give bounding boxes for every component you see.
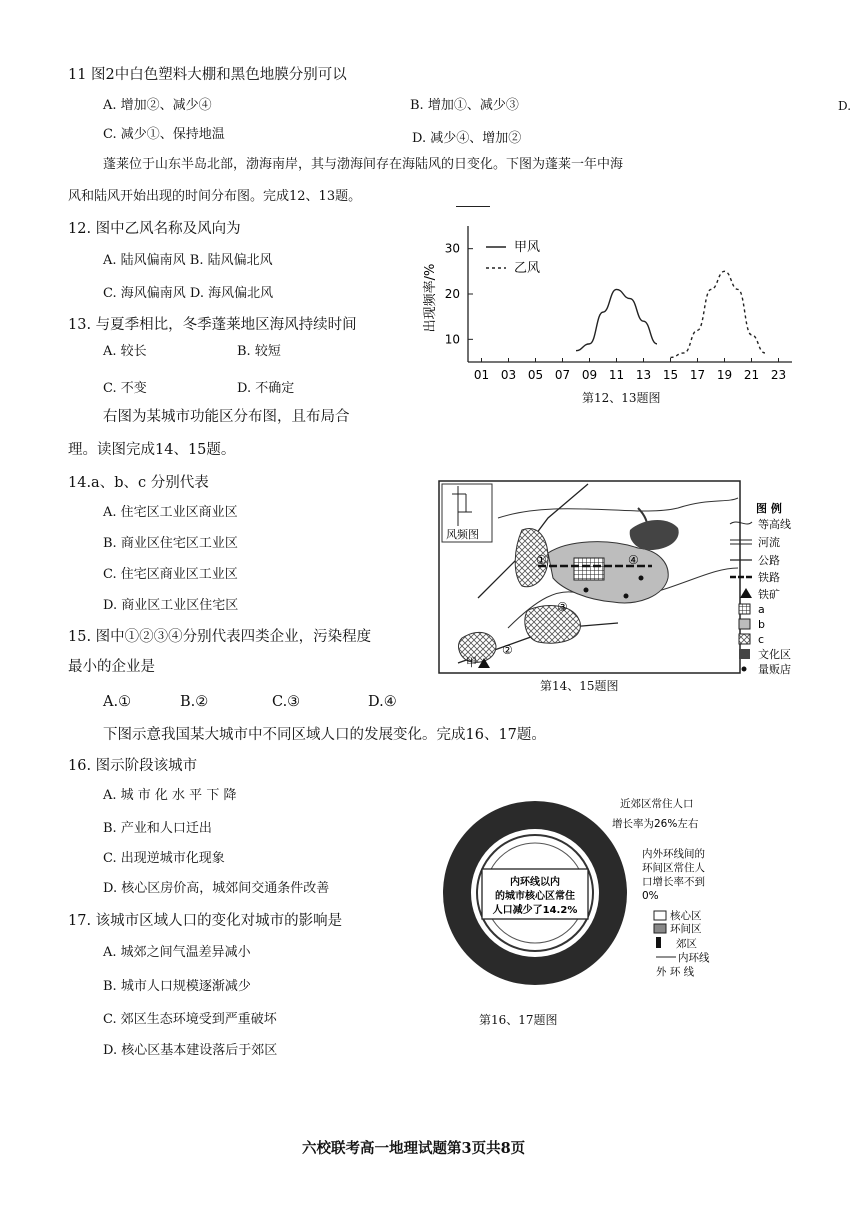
chart1-ylabel: 出现频率/%	[423, 263, 438, 333]
marker-1: ①	[536, 553, 547, 567]
q13-option-c: C. 不变	[103, 381, 147, 396]
q12-options-cd: C. 海风偏南风 D. 海风偏北风	[103, 286, 274, 301]
x-tick-label: 03	[500, 368, 517, 382]
legend-river: 河流	[758, 536, 780, 549]
x-tick-label: 01	[473, 368, 490, 382]
y-tick-label: 30	[444, 241, 460, 256]
page-footer: 六校联考高一地理试题第3页共8页	[302, 1140, 526, 1157]
q14-option-d: D. 商业区工业区住宅区	[103, 598, 239, 613]
marker-jia: 甲	[466, 656, 477, 669]
store-dot	[584, 588, 589, 593]
x-tick-label: 17	[689, 368, 706, 382]
legend-cultural: 文化区	[758, 648, 791, 661]
intro-12-13-line2: 风和陆风开始出现的时间分布图。完成12、13题。	[68, 189, 362, 204]
x-tick-label: 13	[635, 368, 652, 382]
q11-option-b: B. 增加①、减少③	[410, 98, 519, 113]
x-tick-label: 05	[527, 368, 544, 382]
q15-stem2: 最小的企业是	[68, 659, 155, 675]
ring-note-4: 0%	[642, 890, 659, 902]
series-line-jia	[576, 289, 657, 350]
x-tick-label: 11	[608, 368, 625, 382]
answer-blank	[456, 206, 490, 207]
fig3-caption: 第16、17题图	[479, 1013, 558, 1027]
store-dot	[639, 576, 644, 581]
intro-14-15-line1: 右图为某城市功能区分布图，且布局合	[103, 409, 350, 425]
legend-label-jia: 甲风	[514, 240, 541, 255]
city-function-map	[438, 478, 808, 676]
q16-option-c: C. 出现逆城市化现象	[103, 851, 225, 866]
q17-stem: 17. 该城市区域人口的变化对城市的影响是	[68, 913, 343, 929]
zone-c	[459, 632, 496, 662]
legend-c: c	[758, 633, 765, 646]
intro-14-15-line2: 理。读图完成14、15题。	[68, 442, 236, 458]
marker-3: ③	[557, 600, 568, 614]
zone-a	[574, 558, 604, 580]
q16-option-a: A. 城 市 化 水 平 下 降	[103, 788, 237, 803]
ring-note-2: 环间区常住人	[642, 862, 705, 874]
q13-option-d: D. 不确定	[237, 381, 295, 396]
legend-suburb: 郊区	[676, 938, 697, 950]
q16-option-b: B. 产业和人口迁出	[103, 821, 212, 836]
q17-option-b: B. 城市人口规模逐渐减少	[103, 979, 251, 994]
zone-b-swatch	[739, 619, 750, 629]
legend-ring: 环间区	[670, 923, 702, 935]
y-tick-label: 20	[444, 287, 460, 301]
store-icon	[742, 667, 747, 672]
zone-c-swatch	[739, 634, 750, 644]
q15-option-d: D.④	[368, 694, 397, 710]
x-tick-label: 09	[581, 368, 598, 382]
q16-stem: 16. 图示阶段该城市	[68, 758, 198, 774]
q17-option-d: D. 核心区基本建设落后于郊区	[103, 1043, 278, 1058]
legend-mine: 铁矿	[758, 588, 780, 601]
legend-store: 量贩店	[758, 663, 791, 676]
zone-a-swatch	[739, 604, 750, 614]
q14-option-b: B. 商业区住宅区工业区	[103, 536, 238, 551]
mine-icon	[740, 588, 752, 598]
q11-stray-d: D.	[838, 99, 852, 113]
core-note-2: 的城市核心区常住	[495, 891, 575, 902]
x-tick-label: 19	[716, 368, 733, 382]
q14-stem: 14.a、b、c 分别代表	[68, 475, 209, 491]
zone-c	[525, 606, 581, 644]
cultural-swatch	[739, 649, 750, 659]
q17-option-a: A. 城郊之间气温差异减小	[103, 945, 251, 960]
q15-option-a: A.①	[103, 694, 132, 710]
legend-core: 核心区	[670, 910, 702, 922]
core-note-3: 人口减少了14.2%	[492, 905, 578, 916]
q11-stem: 11 图2中白色塑料大棚和黑色地膜分别可以	[68, 67, 347, 83]
outer-note-2: 增长率为26%左右	[612, 818, 699, 830]
q16-option-d: D. 核心区房价高，城郊间交通条件改善	[103, 881, 330, 896]
q13-stem: 13. 与夏季相比，冬季蓬莱地区海风持续时间	[68, 317, 357, 333]
ring-swatch	[654, 924, 666, 933]
marker-4: ④	[628, 553, 639, 567]
legend-road: 公路	[758, 554, 780, 567]
ring-note-1: 内外环线间的	[642, 848, 705, 860]
wind-frequency-chart	[420, 218, 800, 390]
q14-option-a: A. 住宅区工业区商业区	[103, 505, 238, 520]
x-tick-label: 21	[743, 368, 760, 382]
series-line-yi	[671, 271, 766, 357]
legend-label-yi: 乙风	[514, 261, 541, 276]
x-tick-label: 07	[554, 368, 571, 382]
suburb-swatch	[656, 937, 661, 948]
q15-option-b: B.②	[180, 694, 209, 710]
core-note-1: 内环线以内	[510, 877, 560, 888]
population-ring-diagram	[430, 795, 730, 1000]
legend-contour: 等高线	[758, 518, 791, 531]
q11-option-d: D. 减少④、增加②	[412, 131, 522, 146]
y-tick-label: 10	[444, 332, 460, 347]
intro-16-17: 下图示意我国某大城市中不同区域人口的发展变化。完成16、17题。	[103, 727, 546, 743]
q11-option-a: A. 增加②、减少④	[103, 98, 212, 113]
legend-a: a	[758, 603, 765, 616]
q15-stem: 15. 图中①②③④分别代表四类企业，污染程度	[68, 629, 372, 645]
q12-stem: 12. 图中乙风名称及风向为	[68, 221, 241, 237]
q14-option-c: C. 住宅区商业区工业区	[103, 567, 238, 582]
legend-railway: 铁路	[758, 571, 780, 584]
legend-b: b	[758, 618, 765, 631]
store-dot	[624, 594, 629, 599]
q15-option-c: C.③	[272, 694, 301, 710]
core-swatch	[654, 911, 666, 920]
legend-inner-ring: 内环线	[678, 952, 710, 964]
q13-option-b: B. 较短	[237, 344, 281, 359]
x-tick-label: 23	[770, 368, 787, 382]
fig1-caption: 第12、13题图	[582, 391, 661, 405]
q11-option-c: C. 减少①、保持地温	[103, 127, 225, 142]
legend-outer-ring: 外 环 线	[656, 966, 695, 978]
ring-note-3: 口增长率不到	[642, 876, 705, 888]
q12-options-ab: A. 陆风偏南风 B. 陆风偏北风	[103, 253, 273, 268]
q13-option-a: A. 较长	[103, 344, 147, 359]
intro-12-13-line1: 蓬莱位于山东半岛北部，渤海南岸，其与渤海间存在海陆风的日变化。下图为蓬莱一年中海	[103, 157, 624, 172]
wind-rose-label: 风频图	[446, 528, 479, 541]
x-tick-label: 15	[662, 368, 679, 382]
map-legend-title: 图 例	[756, 502, 782, 515]
fig2-caption: 第14、15题图	[540, 679, 619, 693]
marker-2: ②	[502, 643, 513, 657]
q17-option-c: C. 郊区生态环境受到严重破坏	[103, 1012, 277, 1027]
outer-note-1: 近郊区常住人口	[620, 798, 694, 810]
